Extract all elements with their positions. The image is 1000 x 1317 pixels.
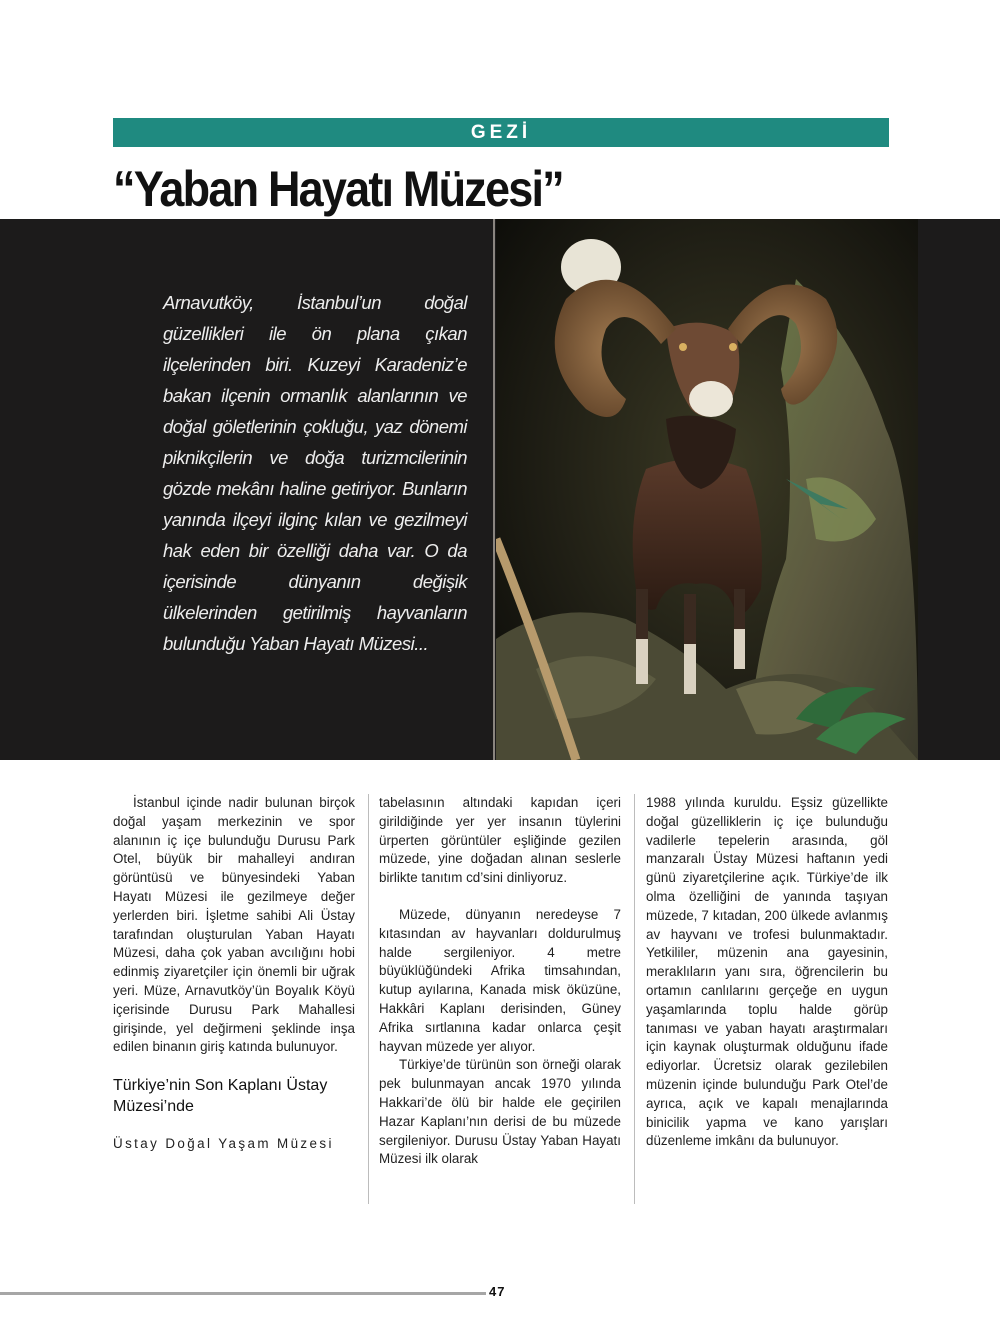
section-label: GEZİ (470, 122, 532, 143)
page-number: 47 (489, 1284, 506, 1299)
paragraph: Üstay Doğal Yaşam Müzesi (113, 1136, 334, 1152)
article-column-2 (379, 794, 621, 1169)
paragraph: Müzede, dünyanın neredeyse 7 kıtasından av hayvanları doldurulmuş halde sergileniyor. 4 metre büyüklüğündeki Afrika timsahından, kutup ayılarına, Kanada misk öküzüne, Hakkâri Kaplanı derisinden, Güney Afrika sırtlanına kadar onlarca çeşit hayvan müzede yer alıyor. (379, 906, 621, 1054)
mouflon-ram-photo (496, 219, 918, 760)
footer-rule (0, 1292, 486, 1295)
article-column-1 (113, 794, 355, 1154)
article-column-3 (646, 794, 888, 1151)
intro-text: Arnavutköy, İstanbul’un doğal güzellikleri ile ön plana çıkan ilçelerinden biri. Kuzeyi Karadeniz’e bakan ilçenin ormanlık alanlarının ve doğal göletlerinin çokluğu, yaz dönemi piknikçilerin ve doğa turizmcilerinin gözde mekânı haline getiriyor. Bunların yanında ilçeyi ilginç kılan ve gezilmeyi hak eden bir özelliği daha var. O da içerisinde dünyanın değişik ülkelerinden getirilmiş hayvanların bulunduğu Yaban Hayatı Müzesi... (163, 292, 467, 654)
hero-divider (493, 219, 495, 760)
column-divider (368, 794, 369, 1204)
paragraph: İstanbul içinde nadir bulunan birçok doğal yaşam merkezinin ve spor alanının iç içe bulunduğu Durusu Park Otel, büyük bir mahalleyi andıran görüntüsü ve bünyesindeki Yaban Hayatı Müzesi ile gezilmeye değer yerlerden biri. İşletme sahibi Ali Üstay tarafından oluşturulan Yaban Hayatı Müzesi, daha çok yaban avcılığını hobi edinmiş ziyaretçiler için önemli bir uğrak yeri. Müze, Arnavutköy’ün Boyalık Köyü içerisinde Durusu Park Mahallesi girişinde, yel değirmeni şeklinde inşa edilen binanın giriş katında bulunuyor. (113, 795, 355, 1055)
paragraph: tabelasının altındaki kapıdan içeri girildiğinde yer yer insanın tüylerini ürperten görüntüler eşliğinde gezilen müzede, yine doğadan alınan seslerle birlikte tanıtım cd’sini dinliyoruz. (379, 795, 621, 886)
article-title: “Yaban Hayatı Müzesi” (113, 161, 563, 217)
paragraph: Türkiye’de türünün son örneği olarak pek bulunmayan ancak 1970 yılında Hakkari’de ölü bir halde ele geçirilen Hazar Kaplanı’nın derisi de bu müzede sergileniyor. Durusu Üstay Yaban Hayatı Müzesi ilk olarak (379, 1057, 621, 1167)
paragraph: 1988 yılında kuruldu. Eşsiz güzellikte doğal güzelliklerin iç içe bulunduğu vadilerle tepelerin arasında, göl manzaralı Üstay Müzesi haftanın yedi günü ziyaretçilerine açık. Türkiye’de ilk olma özelliğini de yanında taşıyan müzede, 7 kıtadan, 200 ülkede avlanmış av hayvanı ve trofesi bulunmaktadır. Yetkililer, müzenin ana gayesinin, meraklıların yanı sıra, öğrencilerin bu ortamın canlılarını gerçeğe en uygun yaşamlarında toplu halde görüp tanıması ve yaban hayatı araştırmaları için kaynak oluşturmak olduğunu ifade ediyorlar. Ücretsiz olarak gezilebilen müzenin içinde bulunduğu Park Otel’de ayrıca, açık ve kapalı menajlarında binicilik yapma ve kano yarışları düzenleme imkânı da bulunuyor. (646, 795, 888, 1149)
subheading: Türkiye’nin Son Kaplanı Üstay Müzesi’nde (113, 1077, 328, 1116)
column-divider (634, 794, 635, 1204)
section-header-bar (113, 118, 889, 147)
